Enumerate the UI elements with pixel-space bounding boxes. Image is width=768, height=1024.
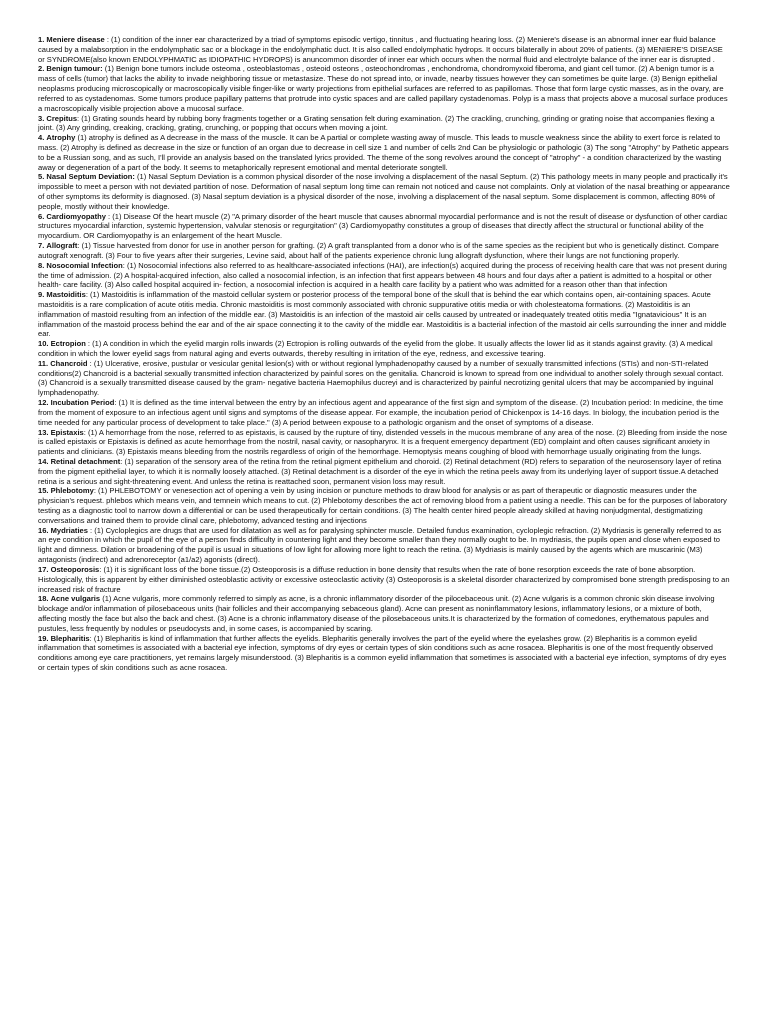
entry-term: Crepitus	[46, 113, 78, 123]
entry-separator: :	[114, 398, 119, 408]
definition-entry	[38, 133, 730, 172]
entry-term: Benign tumour:	[46, 64, 103, 74]
entry-number: 6.	[38, 211, 45, 221]
entry-separator: :	[89, 633, 94, 643]
entry-definition: (1) PHLEBOTOMY or venesection act of opening a vein by using incision or puncture methods to draw blood for analysis or as part of therapeutic or diagnostic measures under the physician's request. phlebos which means vein, and temnein which means to cut. (2) Phlebotomy describes the act of removing blood from a patient using a needle. This can be for the purposes of laboratory testing as a diagnostic tool to narrow down a differential or can be used therapeutically for certain conditions. (3) The health center hired people already skilled at having nonjudgmental, destigmatizing conversations and trained them to provide clinal care, phlebotomy, advanced testing and injections	[38, 486, 727, 525]
entry-separator: :	[122, 260, 127, 270]
entry-separator: :	[85, 339, 93, 349]
entry-number: 7.	[38, 241, 45, 251]
entry-separator: :	[105, 211, 113, 221]
entry-separator: :	[85, 290, 91, 300]
entry-definition: (1) Ulcerative, erosive, pustular or vesicular genital lesion(s) with or without regional lymphadenopathy caused by a number of sexually transmitted infections (STIs) and non-STI-related conditions(2) Chancroid is a bacterial sexually transmitted infection characterized by painful sores on the genitalia. Chancroid is known to spread from one individual to another solely through sexual contact. (3) Chancroid is a sexually transmitted disease caused by the gram- negative bacteria Haemophilus ducreyi and is characterized by painful necrotizing genital ulcers that may be accompanied by inguinal lymphadenopathy.	[38, 358, 724, 398]
entry-number: 17.	[38, 564, 49, 574]
entry-definition: (1) Grating sounds heard by rubbing bony fragments together or a Grating sensation felt during examination. (2) The crackling, crunching, grinding or grating noise that accompanies flexing a joint. (3) Any grinding, creaking, cracking, grating, crunching, or popping that occurs when moving a joint.	[38, 113, 715, 133]
definition-entry	[38, 526, 730, 565]
entry-definition: (1) It is defined as the time interval between the entry by an infectious agent and appearance of the first sign and symptom of the disease. (2) Incubation period: In medicine, the time from the moment of exposure to an infectious agent until signs and symptoms of the disease appear. For example, the incubation period of Chickenpox is 14-16 days. In biology, the incubation period is the time needed for any particular process of development to take place." (3) A period between expouse to a pathologic organism and the onset of symptoms of a disease.	[38, 398, 724, 427]
entry-separator: :	[77, 241, 82, 251]
entry-number: 14.	[38, 456, 49, 466]
definition-entry	[38, 290, 730, 339]
definitions-list	[38, 35, 730, 673]
entry-number: 15.	[38, 486, 49, 496]
entry-number: 18.	[38, 594, 49, 604]
entry-term: Meniere disease	[46, 35, 105, 44]
entry-separator: :	[87, 525, 95, 535]
entry-number: 5.	[38, 172, 45, 182]
entry-number: 1.	[38, 35, 45, 44]
entry-definition: (1) Nosocomial infections also referred to as healthcare-associated infections (HAI), are infection(s) acquired during the process of receiving health care that was not present during the time of admission. (2) A hospital-acquired infection, also called a nosocomial infection, is an infection that first appears between 48 hours and four days after a patient is admitted to a hospital or other health- care facility. (3) Also called hospital acquired in- fection, a nosocomial infection is acquired in a health care facility by a patient who was admitted for a reason other than that infection	[38, 260, 727, 290]
entry-term: Osteoporosis	[50, 564, 100, 574]
entry-definition: (1) Nasal Septum Deviation is a common physical disorder of the nose involving a displacement of the nasal Septum. (2) This pathology meets in many people and practically it's impossible to meet a person with not deviated partition of nose. Deformation of nasal septum long time can remain not noticed and cause not complaints. Only at violation of the nasal breathing or appearance of other symptoms its deformity is diagnosed. (3) Nasal septum deviation is a physical disorder of the nose, involving a displacement of the nasal septum. Some displacement is common, affecting 80% of people, mostly without their knowledge.	[38, 172, 730, 211]
entry-number: 10.	[38, 339, 49, 349]
entry-definition: (1) Disease Of the heart muscle (2) "A primary disorder of the heart muscle that causes abnormal myocardial performance and is not the result of disease or dysfunction of other cardiac structures myocardial infarction, systemic hypertension, valvular stenosis or regurgitation" (3) Cardiomyopathy constitutes a group of diseases that directly affect the structural or functional ability of the myocardium. OR Cardiomyopathy is an enlargement of the heart Muscle.	[38, 211, 728, 241]
definition-entry	[38, 428, 730, 457]
definition-entry	[38, 212, 730, 241]
entry-term: Retinal detachment	[50, 456, 121, 466]
definition-entry	[38, 114, 730, 134]
entry-term: Allograft	[46, 241, 78, 251]
entry-term: Atrophy	[46, 133, 76, 143]
entry-definition: (1) Cycloplegics are drugs that are used for dilatation as well as for paralysing sphincter muscle. Detailed fundus examination, cycloplegic refraction. (2) Mydriasis is generally referred to as an eye condition in which the pupil of the eye of a person finds difficulty in countering light and they become smaller than they normally ought to be. In mydriasis, the pupils open and close when exposed to light and dimness. Dilation or broadening of the pupil is usual in situations of low light for allowing more light to reach the retina. (3) Mydriasis is mainly caused by the agents which are muscarinic (M3) antagonists (indirect) and adrenoreceptor (a1/a2) agonists (direct).	[38, 525, 722, 565]
entry-term: Mastoiditis	[46, 290, 86, 300]
entry-separator: :	[120, 456, 125, 466]
definition-entry	[38, 359, 730, 398]
entry-term: Incubation Period	[50, 398, 115, 408]
entry-number: 19.	[38, 633, 49, 643]
entry-number: 3.	[38, 113, 45, 123]
entry-number: 9.	[38, 290, 45, 300]
entry-separator: :	[87, 358, 94, 368]
entry-separator: :	[93, 486, 99, 496]
definition-entry	[38, 172, 730, 211]
entry-number: 12.	[38, 398, 49, 408]
entry-number: 11.	[38, 358, 49, 368]
entry-term: Epistaxis	[50, 427, 84, 437]
entry-separator: :	[77, 113, 82, 123]
entry-term: Mydriaties	[50, 525, 88, 535]
entry-term: Nasal Septum Deviation:	[46, 172, 135, 182]
entry-term: Phlebotomy	[50, 486, 94, 496]
entry-definition: (1) A hemorrhage from the nose, referred to as epistaxis, is caused by the rupture of tiny, distended vessels in the mucous membrane of any area of the nose. (2) Bleeding from inside the nose is called epistaxis or Epistaxis is defined as acute hemorrhage from the nostril, nasal cavity, or nasopharynx. It is a frequent emergency department (ED) complaint and often causes significant anxiety in patients and clinicians. (3) Epistaxis means bleeding from the nostrils regardless of origin of the hemorrhage. Hemoptysis means coughing of blood with hemorrhage usually originating from the lungs.	[38, 427, 728, 457]
entry-term: Cardiomyopathy	[46, 211, 106, 221]
entry-separator: :	[104, 35, 112, 44]
definition-entry	[38, 594, 730, 633]
entry-term: Blepharitis	[50, 633, 90, 643]
entry-number: 13.	[38, 427, 49, 437]
entry-number: 8.	[38, 260, 45, 270]
definition-entry	[38, 565, 730, 594]
entry-term: Ectropion	[50, 339, 86, 349]
definition-entry	[38, 634, 730, 673]
entry-definition: (1) Acne vulgaris, more commonly referred to simply as acne, is a chronic inflammatory disorder of the pilocebaceous unit. (2) Acne vulgaris is a common chronic skin disease involving blockage and/or inflammation of pilosebaceous units (hair follicles and their accompanying sebaceous gland). Acne can present as noninflammatory lesions, inflammatory lesions, or a mixture of both, affecting mostly the face but also the back and chest. (3) Acne is a chronic inflammatory disease of the pilosebaceous units.It is characterized by the formation of comedones, erythematous papules and pustules, less frequently by nodules or pseudocysts and, in some cases, is accompanied by scaring.	[38, 594, 715, 633]
entry-definition: (1) Benign bone tumors include osteoma , osteoblastomas , osteoid osteons , osteochondromas , enchondroma, chondromyxoid fiberoma, and giant cell tumor. (2) A benign tumor is a mass of cells (tumor) that lacks the ability to invade neighboring tissue or metastasize. These do not spread into, or invade, nearby tissues however they can sometimes be quite large. (3) Benign epithelial neoplasms producing microscopically or macroscopically visible finger-like or warty projections from epithelial surfaces are referred to as papillomas. Those that form large cystic masses, as in the ovary, are referred to as cystadenomas. Some tumors produce papillary patterns that protrude into cystic spaces and are called papillary cystadenomas. Polyp is a mass that projects above a mucosal surface produces a macroscopically visible projection above a mucosal surface.	[38, 64, 728, 113]
definition-entry	[38, 339, 730, 359]
definition-entry	[38, 457, 730, 486]
entry-definition: (1) atrophy is defined as A decrease in the mass of the muscle. It can be A partial or complete wasting away of muscle. This leads to muscle weakness since the ability to exert force is related to mass. (2) Atrophy is defined as decrease in the size or function of an organ due to decrease in cell size 1 and number of cells 2nd Can be physiologic or pathologic (3) The song "Atrophy" by Pathetic appears to be a Russian song, and as such, I'll provide an analysis based on the translated lyrics provided. The theme of the song revolves around the concept of "atrophy" - a condition characterized by the wasting away or degeneration of a part of the body. It seems to metaphorically represent emotional and mental deteriorate songtell.	[38, 133, 729, 172]
definition-entry	[38, 35, 730, 64]
definition-entry	[38, 241, 730, 261]
entry-definition: (1) Mastoiditis is inflammation of the mastoid cellular system or posterior process of the temporal bone of the skull that is behind the ear which contains open, air-containing spaces. Acute mastoiditis is a rare complication of acute otitis media. Chronic mastoiditis is most commonly associated with chronic suppurative otitis media or with cholesteatoma formations. (2) Mastoiditis is an inflammation of mastoid resulting from an infection of the middle ear. (3) Mastoiditis is an infection of the mastoid air cells caused by untreated or inadequately treated otitis media "Ignatavicious" It is an inflammation of the mastoid process behind the ear and of the air space connecting it to the cavity of the middle ear. Mastoiditis is a bacterial infection of the mastoid air cells surrounding the inner and middle ear.	[38, 290, 727, 339]
entry-definition: (1) separation of the sensory area of the retina from the retinal pigment epithelium and choroid. (2) Retinal detachment (RD) refers to separation of the neurosensory layer of retina from the pigment epithelial layer, to which it is normally loosely attached. (3) Retinal detachment is a disorder of the eye in which the retina peels away from its underlying layer of support tissue.A detached retina is a serious and sight-threatening event. And unless the retina is reattached soon, permanent vision loss may result.	[38, 456, 722, 486]
entry-definition: (1) A condition in which the eyelid margin rolls inwards (2) Ectropion is rolling outwards of the eyelid from the globe. It usually affects the lower lid as it stands against gravity. (3) A medical condition in which the lower eyelid sags from natural aging and everts outwards, thereby resulting in irritation of the eye, redness, and excessive tearing.	[38, 339, 713, 358]
entry-separator: :	[83, 427, 88, 437]
definition-entry	[38, 64, 730, 113]
entry-number: 16.	[38, 525, 49, 535]
entry-definition: (1) condition of the inner ear characterized by a triad of symptoms episodic vertigo, tinnitus , and fluctuating hearing loss. (2) Meniere's disease is an abnormal inner ear fluid balance caused by a malabsorption in the endolymphatic sac or a blockage in the endolymphatic duct. It is also called endolymphatic hydrops. It occurs bilaterally in about 20% of patients. (3) MENIERE'S DISEASE or SYNDROME(also known ENDOLYPHMATIC as IDIOPATHIC HYDROPS) is anuncommon disorder of inner ear which occurs when the normal fluid and electrolyte balance of the inner ear is disrupted .	[38, 35, 723, 64]
definition-entry	[38, 261, 730, 290]
entry-definition: (1) Blepharitis is kind of inflammation that further affects the eyelids. Blepharitis generally involves the part of the eyelid where the eyelashes grow. (2) Blepharitis is a common eyelid inflammation that sometimes is associated with a bacterial eye infection, symptoms of dry eyes or certain types of skin conditions such as acne rosacea. Blepharitis is one of the most frequently observed conditions among eye care practitioners, yet remains largely misunderstood. (3) Blepharitis is a common eyelid inflammation that sometimes is associated with a bacterial eye infection, symptoms of dry eyes or certain types of skin conditions such as acne rosacea.	[38, 633, 727, 672]
entry-term: Nosocomial Infection	[46, 260, 123, 270]
entry-term: Acne vulgaris	[50, 594, 101, 604]
definition-entry	[38, 398, 730, 427]
entry-number: 2.	[38, 64, 45, 74]
entry-definition: (1) Tissue harvested from donor for use in another person for grafting. (2) A graft transplanted from a donor who is of the same species as the recipient but who is genetically distinct. Compare autograft xenograft. (3) Four to five years after their surgeries, Levine said, about half of the patients experience chronic lung allograft dysfunction, where their lungs are not functioning properly.	[38, 241, 719, 260]
entry-number: 4.	[38, 133, 45, 143]
entry-definition: (1) it is significant loss of the bone tissue.(2) Osteoporosis is a diffuse reduction in bone density that results when the rate of bone resorption exceeds the rate of bone absorption. Histologically, this is apparent by either diminished osteoblastic activity or excessive osteoclastic activity (3) Osteoporosis is a skeletal disorder characterized by compromised bone strength predisposing to an increased risk of fracture	[38, 564, 730, 594]
entry-separator: :	[99, 564, 104, 574]
entry-term: Chancroid	[50, 358, 88, 368]
definition-entry	[38, 486, 730, 525]
